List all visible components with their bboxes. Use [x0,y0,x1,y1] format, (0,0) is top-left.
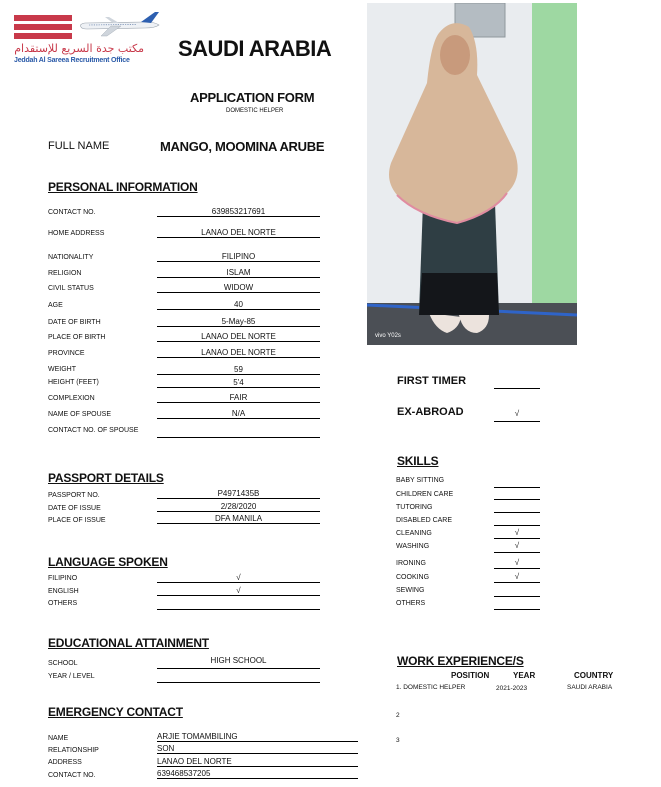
field-value-weight: 59 [157,365,320,375]
field-label-weight: WEIGHT [48,366,76,373]
field-label-place-of-issue: PLACE OF ISSUE [48,517,106,524]
field-label-emergency-address: ADDRESS [48,759,82,766]
field-value-height: 5'4 [157,378,320,388]
field-label-date-of-issue: DATE OF ISSUE [48,505,101,512]
section-title-passport: PASSPORT DETAILS [48,471,164,485]
ex-abroad-label: EX-ABROAD [397,406,464,418]
field-value-contact: 639853217691 [157,207,320,217]
skill-label-tutoring: TUTORING [396,504,433,511]
full-name-label: FULL NAME [48,140,110,152]
skill-label-cooking: COOKING [396,574,430,581]
field-value-place-of-birth: LANAO DEL NORTE [157,332,320,342]
field-label-filipino: FILIPINO [48,575,78,582]
field-label-relationship: RELATIONSHIP [48,747,99,754]
work-header-position: POSITION [451,671,490,680]
field-label-others-language: OTHERS [48,600,78,607]
field-label-civil-status: CIVIL STATUS [48,285,94,292]
skill-value-children-care [494,490,540,500]
form-title: APPLICATION FORM [190,90,315,105]
work-row-2-position: 2 [396,712,400,719]
work-header-year: YEAR [513,671,536,680]
work-row-1-country: SAUDI ARABIA [567,684,613,691]
skill-value-cleaning: √ [494,528,540,539]
skill-value-disabled-care [494,516,540,526]
ex-abroad-value: √ [494,409,540,422]
field-value-passport-no: P4971435B [157,489,320,499]
section-title-language: LANGUAGE SPOKEN [48,555,168,569]
field-label-english: ENGLISH [48,588,79,595]
field-label-emergency-contact: CONTACT NO. [48,772,96,779]
skill-label-sewing: SEWING [396,587,425,594]
field-value-english: √ [157,586,320,596]
skill-label-children-care: CHILDREN CARE [396,491,454,498]
field-value-relationship: SON [157,744,358,754]
work-row-1-year: 2021-2023 [496,685,528,692]
field-label-height: HEIGHT (FEET) [48,379,99,386]
field-value-spouse-name: N/A [157,409,320,419]
skill-label-cleaning: CLEANING [396,530,432,537]
skill-value-tutoring [494,503,540,513]
skill-label-ironing: IRONING [396,560,426,567]
field-label-spouse-contact: CONTACT NO. OF SPOUSE [48,427,139,434]
field-label-school: SCHOOL [48,660,78,667]
field-value-civil-status: WIDOW [157,283,320,293]
section-title-work-experience: WORK EXPERIENCE/S [397,654,524,668]
field-label-place-of-birth: PLACE OF BIRTH [48,334,106,341]
work-header-country: COUNTRY [574,671,614,680]
skill-value-baby-sitting [494,478,540,488]
field-label-spouse-name: NAME OF SPOUSE [48,411,112,418]
field-label-emergency-name: NAME [48,735,69,742]
airplane-icon [75,10,163,38]
skill-label-baby-sitting: BABY SITTING [396,477,445,484]
field-label-age: AGE [48,302,63,309]
field-value-religion: ISLAM [157,268,320,278]
skill-value-others [494,600,540,610]
field-value-spouse-contact [157,427,320,438]
first-timer-value [494,378,540,389]
skill-value-sewing [494,587,540,597]
photo-watermark: vivo Y02s [375,333,401,339]
field-value-school: HIGH SCHOOL [157,656,320,669]
skill-label-disabled-care: DISABLED CARE [396,517,453,524]
country-title: SAUDI ARABIA [178,36,332,61]
field-label-complexion: COMPLEXION [48,395,95,402]
field-value-date-of-birth: 5-May-85 [157,317,320,327]
field-value-complexion: FAIR [157,393,320,403]
field-value-date-of-issue: 2/28/2020 [157,502,320,512]
field-value-emergency-contact: 639468537205 [157,769,358,779]
skill-value-ironing: √ [494,558,540,569]
section-title-skills: SKILLS [397,454,439,468]
field-value-place-of-issue: DFA MANILA [157,514,320,524]
form-subtitle: DOMESTIC HELPER [226,108,284,114]
field-label-year-level: YEAR / LEVEL [48,673,95,680]
applicant-photo [367,3,577,345]
field-label-contact: CONTACT NO. [48,209,96,216]
field-label-nationality: NATIONALITY [48,254,94,261]
field-value-nationality: FILIPINO [157,252,320,262]
logo-arabic-text: مكتب جدة السريع للإستقدام [14,42,144,55]
logo-english-text: Jeddah Al Sareea Recruitment Office [14,57,130,64]
field-label-date-of-birth: DATE OF BIRTH [48,319,101,326]
work-row-1-position: 1. DOMESTIC HELPER [396,684,466,691]
field-value-province: LANAO DEL NORTE [157,348,320,358]
field-label-passport-no: PASSPORT NO. [48,492,100,499]
field-label-home-address: HOME ADDRESS [48,230,105,237]
logo-bars [14,15,72,42]
full-name-value: MANGO, MOOMINA ARUBE [160,139,325,154]
field-value-age: 40 [157,300,320,310]
field-value-others-language [157,599,320,610]
section-title-emergency: EMERGENCY CONTACT [48,705,183,719]
field-label-religion: RELIGION [48,270,82,277]
section-title-education: EDUCATIONAL ATTAINMENT [48,636,209,650]
section-title-personal: PERSONAL INFORMATION [48,180,198,194]
field-value-filipino: √ [157,573,320,583]
field-value-home-address: LANAO DEL NORTE [157,228,320,238]
field-value-emergency-address: LANAO DEL NORTE [157,757,358,767]
first-timer-label: FIRST TIMER [397,375,467,387]
work-row-3-position: 3 [396,737,400,744]
field-value-emergency-name: ARJIE TOMAMBILING [157,732,358,742]
skill-value-cooking: √ [494,572,540,583]
field-label-province: PROVINCE [48,350,85,357]
skill-label-others: OTHERS [396,600,426,607]
skill-value-washing: √ [494,541,540,553]
field-value-year-level [157,672,320,683]
skill-label-washing: WASHING [396,543,430,550]
